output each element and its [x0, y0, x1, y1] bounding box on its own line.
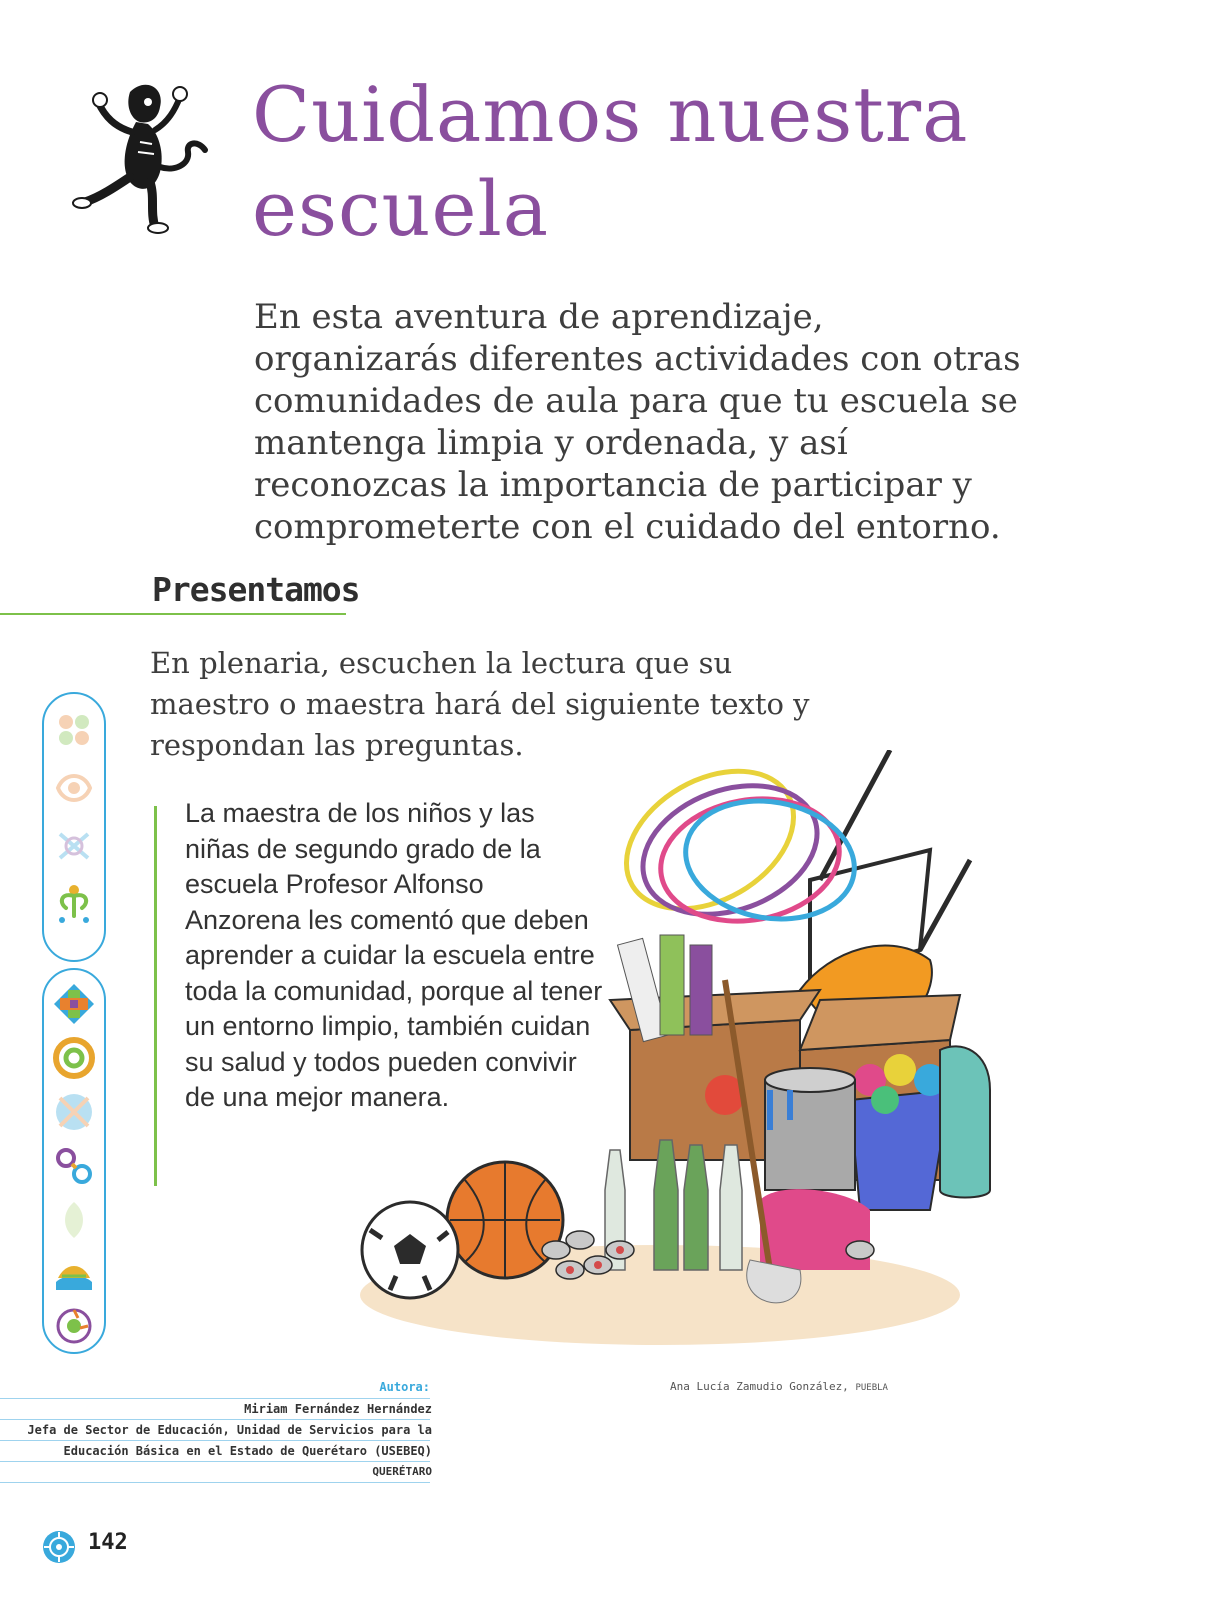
humano-comunitario-icon	[52, 882, 96, 926]
ejes-articuladores-pill	[42, 968, 106, 1354]
section-divider	[0, 613, 346, 615]
inclusion-icon	[52, 982, 96, 1026]
author-rule	[0, 1461, 430, 1462]
monkey-glyph-logo	[70, 72, 210, 237]
illustrator-name: Ana Lucía Zamudio González,	[670, 1380, 849, 1393]
section-heading: Presentamos	[152, 570, 360, 609]
author-state: QUERÉTARO	[372, 1465, 432, 1478]
igualdad-genero-icon	[52, 1144, 96, 1188]
author-label: Autora:	[379, 1380, 430, 1394]
author-rule	[0, 1440, 430, 1441]
etica-icon	[52, 824, 96, 868]
author-rule	[0, 1482, 430, 1483]
school-clutter-illustration	[330, 750, 1030, 1370]
page-title: Cuidamos nuestra escuela	[252, 70, 969, 253]
author-rule	[0, 1419, 430, 1420]
page-number-icon	[42, 1530, 76, 1564]
author-role-line1: Jefa de Sector de Educación, Unidad de Servicios para la	[27, 1423, 432, 1437]
intro-paragraph: En esta aventura de aprendizaje, organizarás diferentes actividades con otras comunidades de aula para que tu escuela se mantenga limpia y ordenada, y así reconozcas la importancia de participar y comprometerte con el cuidado del entorno.	[254, 297, 1021, 547]
campos-formativos-pill	[42, 692, 106, 962]
interculturalidad-icon	[52, 1090, 96, 1134]
illustration-credit	[670, 1380, 888, 1393]
reading-accent-bar	[154, 806, 157, 1186]
illustrator-place: PUEBLA	[855, 1383, 888, 1393]
reading-passage: La maestra de los niños y las niñas de segundo grado de la escuela Profesor Alfonso Anzorena les comentó que deben aprender a cuidar la escuela entre toda la comunidad, porque al tener un entorno limpio, también cuidan su salud y todos pueden convivir de una mejor manera.	[185, 798, 603, 1112]
lectura-escritura-icon	[52, 1252, 96, 1296]
page-number: 142	[88, 1530, 128, 1555]
instructions-paragraph: En plenaria, escuchen la lectura que su maestro o maestra hará del siguiente texto y respondan las preguntas.	[150, 646, 810, 762]
artes-icon	[52, 1304, 96, 1348]
lenguajes-icon	[52, 708, 96, 752]
author-role-line2: Educación Básica en el Estado de Querétaro (USEBEQ)	[63, 1444, 432, 1458]
author-rule	[0, 1398, 430, 1399]
saberes-icon	[52, 766, 96, 810]
author-name: Miriam Fernández Hernández	[244, 1402, 432, 1416]
pensamiento-critico-icon	[52, 1036, 96, 1080]
vida-saludable-icon	[52, 1198, 96, 1242]
